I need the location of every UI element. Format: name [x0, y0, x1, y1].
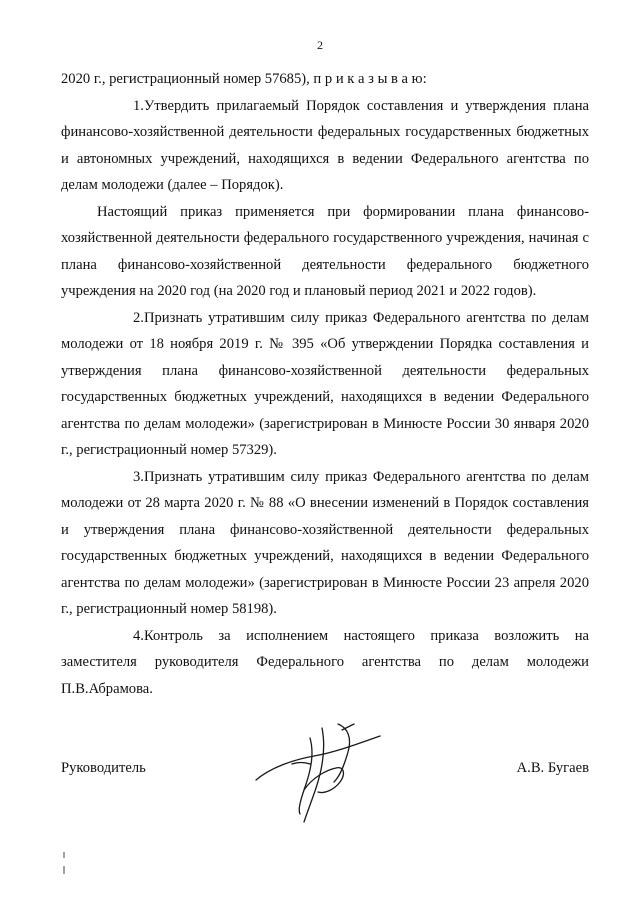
paragraph-continuation: 2020 г., регистрационный номер 57685), п р и к а з ы в а ю:: [61, 71, 427, 87]
item-number: 3.: [133, 468, 144, 485]
item-text: Признать утратившим силу приказ Федерального агентства по делам молодежи от 28 марта 2020 г. № 88 «О внесении изменений в Порядок составления и утверждения плана финансово-хозяйственной деятельности федеральных государственных бюджетных учреждений, находящихся в ведении Федерального агентства по делам молодежи» (зарегистрирован в Минюсте России 23 апреля 2020 г., регистрационный номер 58198).: [61, 468, 589, 617]
paragraph-item-1: [61, 93, 589, 199]
paragraph-application: Настоящий приказ применяется при формировании плана финансово-хозяйственной деятельности федерального государственного учреждения, начиная с плана финансово-хозяйственной деятельности федерального бюджетного учреждения на 2020 год (на 2020 год и плановый период 2021 и 2022 годов).: [61, 203, 589, 299]
paragraph-item-2: [61, 305, 589, 464]
paragraph-item-3: [61, 464, 589, 623]
item-number: 1.: [133, 97, 144, 114]
item-text: Контроль за исполнением настоящего приказа возложить на заместителя руководителя Федерального агентства по делам молодежи П.В.Абрамова.: [61, 627, 589, 697]
item-number: 4.: [133, 627, 144, 644]
item-text: Признать утратившим силу приказ Федерального агентства по делам молодежи от 18 ноября 2019 г. № 395 «Об утверждении Порядка составления и утверждения плана финансово-хозяйственной деятельности федеральных государственных бюджетных учреждений, находящихся в ведении Федерального агентства по делам молодежи» (зарегистрирован в Минюсте России 30 января 2020 г., регистрационный номер 57329).: [61, 309, 589, 458]
handwritten-signature-icon: [252, 718, 392, 828]
signatory-position: Руководитель: [61, 760, 146, 776]
item-text: Утвердить прилагаемый Порядок составления и утверждения плана финансово-хозяйственной деятельности федеральных государственных бюджетных и автономных учреждений, находящихся в ведении Федерального агентства по делам молодежи (далее – Порядок).: [61, 97, 589, 193]
signatory-name: А.В. Бугаев: [516, 760, 589, 776]
paragraph-item-4: [61, 623, 589, 703]
page-number: 2: [317, 38, 323, 52]
item-number: 2.: [133, 309, 144, 326]
document-body: [61, 66, 589, 702]
margin-mark-icon: [63, 852, 65, 874]
